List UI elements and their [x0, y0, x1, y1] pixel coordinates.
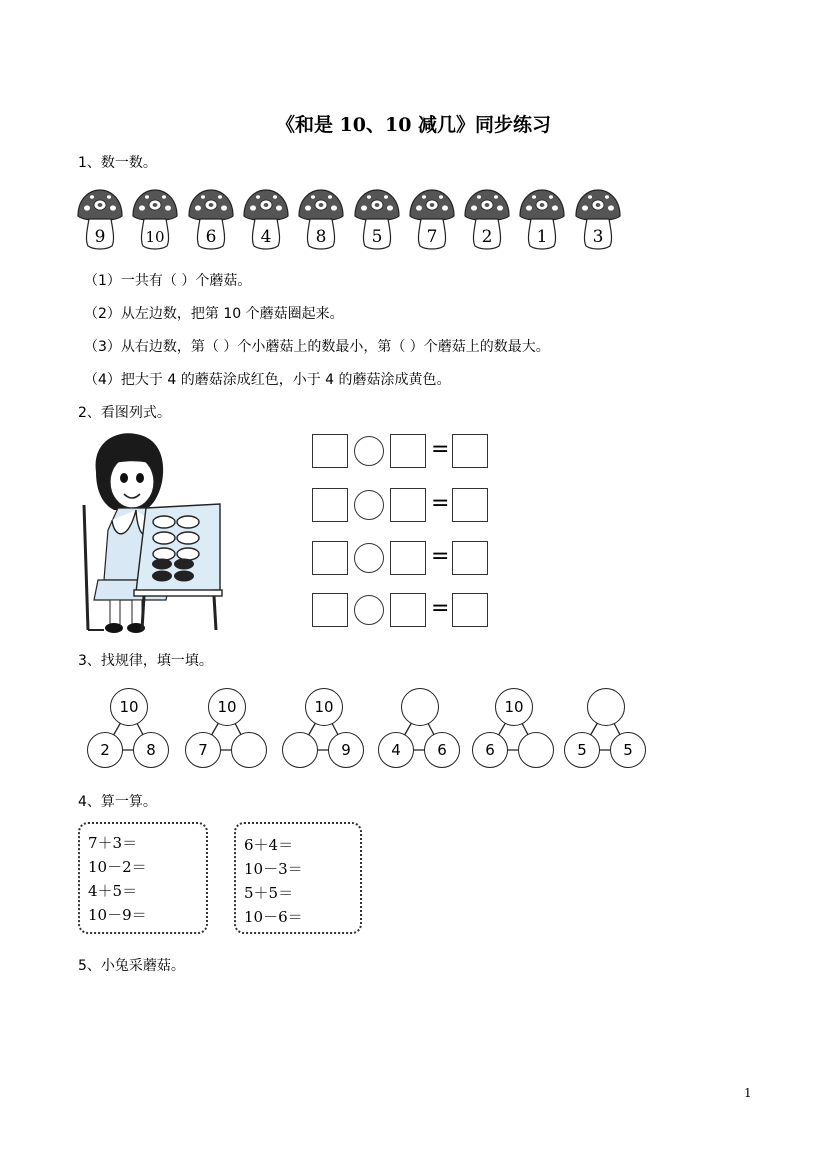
bond-right-circle[interactable]: 6	[424, 732, 460, 768]
number-bond	[561, 688, 651, 774]
page-title: 《和是 10、10 减几》同步练习	[275, 114, 552, 136]
mushroom-number: 4	[260, 227, 272, 247]
girl-at-table-illustration	[74, 430, 224, 635]
bond-right-circle[interactable]: 9	[328, 732, 364, 768]
q2-heading: 2、看图列式。	[78, 405, 171, 421]
calc-problem[interactable]: 5＋5＝	[244, 884, 294, 902]
mushroom-number: 1	[536, 227, 548, 247]
bond-right-circle[interactable]: 8	[133, 732, 169, 768]
operator-circle[interactable]	[354, 543, 384, 573]
mushroom-number: 2	[481, 227, 493, 247]
equation-row-3	[310, 539, 490, 579]
q1-item-1: （1）一共有（ ）个蘑菇。	[84, 273, 252, 289]
mushroom-number: 9	[94, 227, 106, 247]
answer-box[interactable]	[312, 593, 348, 627]
q1-item-2: （2）从左边数，把第 10 个蘑菇圈起来。	[84, 306, 344, 322]
mushroom-icon[interactable]	[353, 188, 401, 250]
operator-circle[interactable]	[354, 436, 384, 466]
bond-left-circle[interactable]: 5	[564, 732, 600, 768]
q1-item-4: （4）把大于 4 的蘑菇涂成红色，小于 4 的蘑菇涂成黄色。	[84, 372, 451, 388]
mushroom-icon[interactable]	[131, 188, 179, 250]
calc-problem[interactable]: 10－6＝	[244, 908, 303, 926]
answer-box[interactable]	[452, 593, 488, 627]
bond-top-circle[interactable]: 10	[110, 688, 148, 726]
bond-left-circle[interactable]	[282, 732, 318, 768]
mushroom-number: 10	[145, 228, 165, 246]
calc-box-2	[234, 822, 362, 934]
mushroom-icon[interactable]	[463, 188, 511, 250]
calc-problem[interactable]: 4＋5＝	[88, 882, 138, 900]
mushroom-number: 6	[205, 227, 217, 247]
answer-box[interactable]	[390, 434, 426, 468]
bond-left-circle[interactable]: 4	[378, 732, 414, 768]
calc-box-1	[78, 822, 208, 934]
calc-problem[interactable]: 10－3＝	[244, 860, 303, 878]
mushroom-number: 5	[371, 227, 382, 247]
operator-circle[interactable]	[354, 490, 384, 520]
answer-box[interactable]	[390, 541, 426, 575]
equal-sign: =	[431, 491, 450, 516]
bond-top-circle[interactable]	[401, 688, 439, 726]
q5-heading: 5、小兔采蘑菇。	[78, 958, 185, 974]
mushroom-icon[interactable]	[408, 188, 456, 250]
number-bond	[375, 688, 465, 774]
answer-box[interactable]	[390, 488, 426, 522]
mushroom-icon[interactable]	[242, 188, 290, 250]
answer-box[interactable]	[312, 434, 348, 468]
bond-top-circle[interactable]: 10	[208, 688, 246, 726]
mushroom-icon[interactable]	[518, 188, 566, 250]
calc-problem[interactable]: 6＋4＝	[244, 836, 294, 854]
answer-box[interactable]	[452, 434, 488, 468]
number-bond	[84, 688, 174, 774]
equation-row-4	[310, 591, 490, 631]
calc-problem[interactable]: 10－2＝	[88, 858, 147, 876]
answer-box[interactable]	[452, 488, 488, 522]
number-bond	[182, 688, 272, 774]
equal-sign: =	[431, 544, 450, 569]
mushroom-icon[interactable]	[187, 188, 235, 250]
q4-heading: 4、算一算。	[78, 794, 157, 810]
bond-left-circle[interactable]: 7	[185, 732, 221, 768]
operator-circle[interactable]	[354, 595, 384, 625]
mushroom-number: 7	[426, 227, 438, 247]
mushroom-icon[interactable]	[76, 188, 124, 250]
bond-left-circle[interactable]: 2	[87, 732, 123, 768]
q3-heading: 3、找规律，填一填。	[78, 653, 213, 669]
page-number: 1	[744, 1086, 752, 1100]
bond-right-circle[interactable]	[231, 732, 267, 768]
equal-sign: =	[431, 596, 450, 621]
bond-left-circle[interactable]: 6	[472, 732, 508, 768]
number-bond	[469, 688, 559, 774]
answer-box[interactable]	[312, 488, 348, 522]
equation-row-2	[310, 486, 490, 526]
q1-heading: 1、数一数。	[78, 155, 157, 171]
mushroom-icon[interactable]	[297, 188, 345, 250]
calc-problem[interactable]: 7＋3＝	[88, 834, 138, 852]
bond-right-circle[interactable]: 5	[610, 732, 646, 768]
answer-box[interactable]	[390, 593, 426, 627]
equation-row-1	[310, 432, 490, 472]
bond-right-circle[interactable]	[518, 732, 554, 768]
answer-box[interactable]	[452, 541, 488, 575]
mushroom-icon[interactable]	[574, 188, 622, 250]
q1-item-3: （3）从右边数，第（ ）个小蘑菇上的数最小，第（ ）个蘑菇上的数最大。	[84, 339, 550, 355]
bond-top-circle[interactable]: 10	[305, 688, 343, 726]
bond-top-circle[interactable]: 10	[495, 688, 533, 726]
equal-sign: =	[431, 437, 450, 462]
answer-box[interactable]	[312, 541, 348, 575]
calc-problem[interactable]: 10－9＝	[88, 906, 147, 924]
number-bond	[279, 688, 369, 774]
mushroom-number: 3	[592, 227, 604, 247]
bond-top-circle[interactable]	[587, 688, 625, 726]
mushroom-number: 8	[315, 227, 327, 247]
